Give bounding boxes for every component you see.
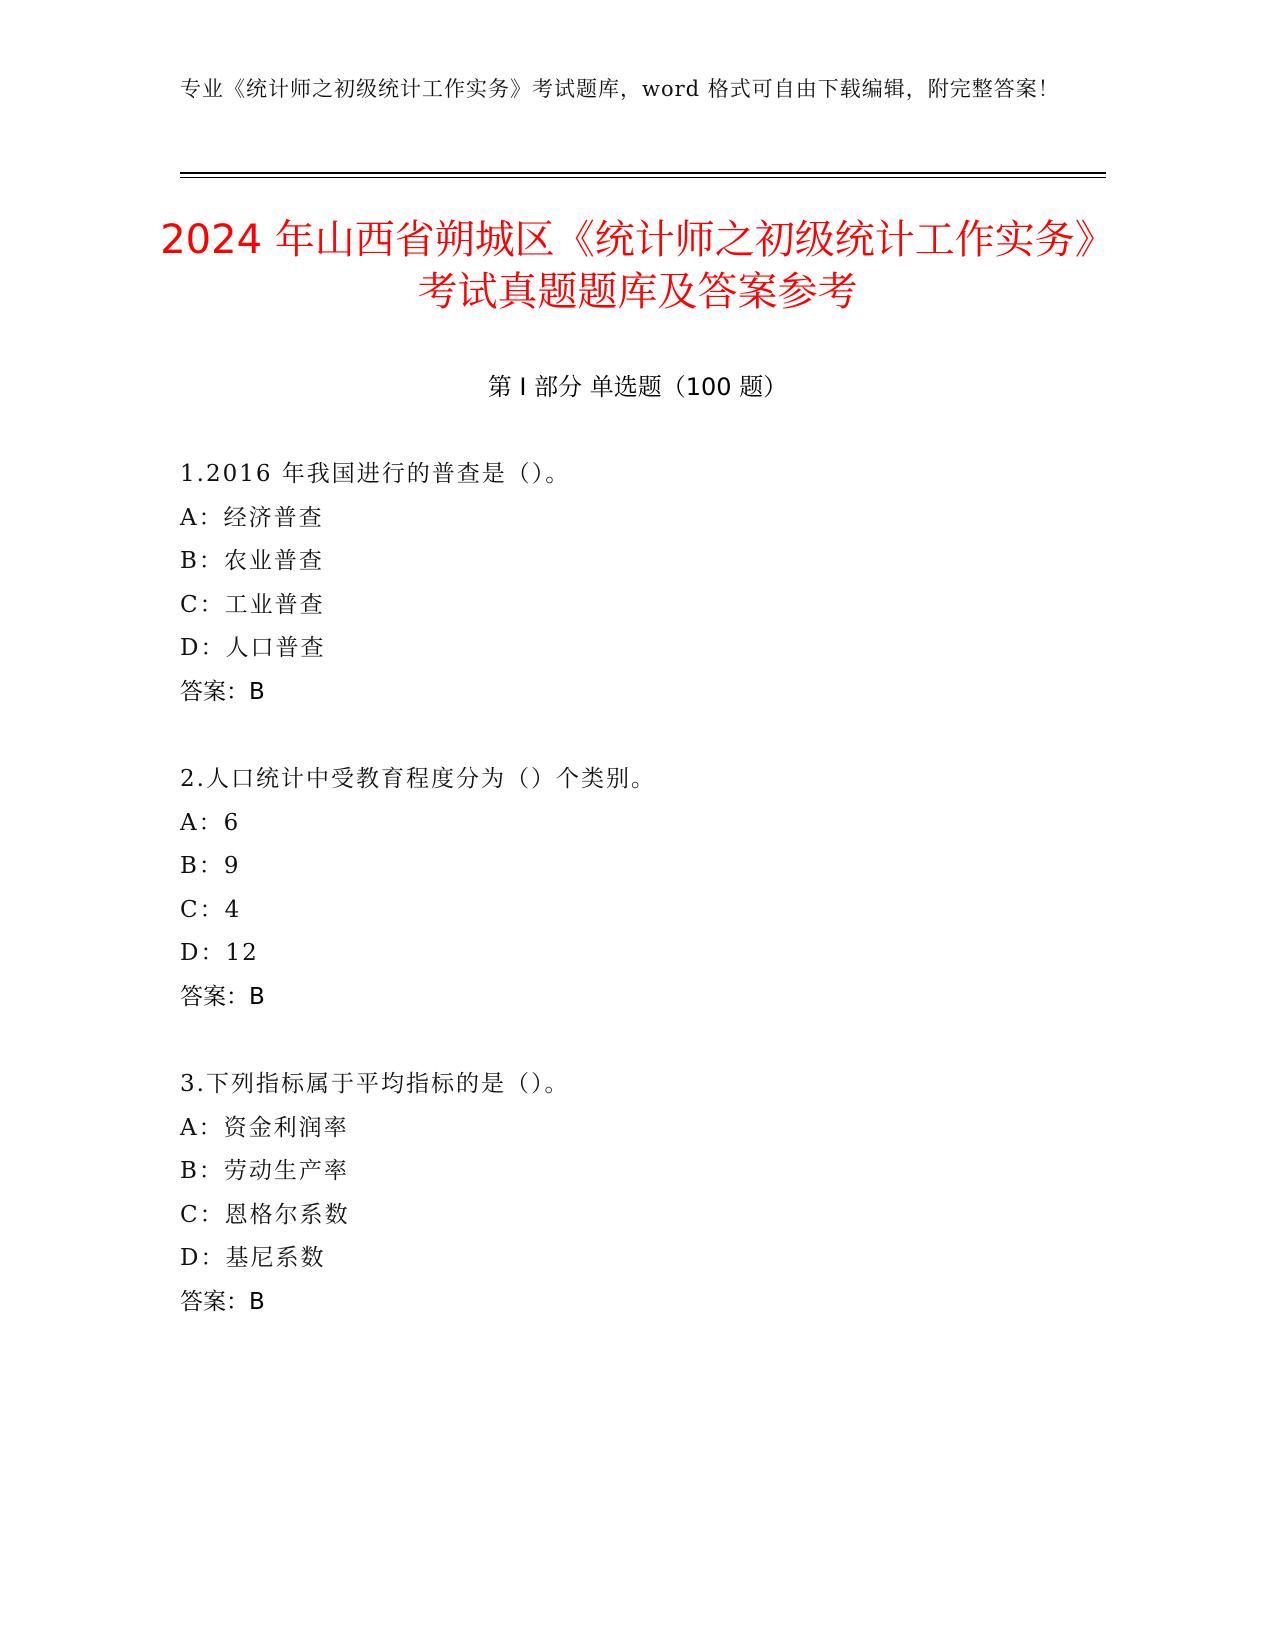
option-c: C：工业普查 (180, 591, 325, 618)
option-c: C：恩格尔系数 (180, 1201, 350, 1228)
option-d: D：人口普查 (180, 635, 326, 662)
question-stem: 1.2016 年我国进行的普查是（）。 (180, 461, 571, 487)
option-d: D：基尼系数 (180, 1245, 326, 1272)
header-divider-thick (180, 172, 1106, 174)
answer: 答案：B (180, 1288, 265, 1315)
document-title: 2024 年山西省朔城区《统计师之初级统计工作实务》考试真题题库及答案参考 (160, 217, 1115, 315)
option-d: D：12 (180, 940, 259, 967)
option-a: A：6 (180, 809, 241, 836)
answer: 答案：B (180, 678, 265, 705)
header-note: 专业《统计师之初级统计工作实务》考试题库，word 格式可自由下载编辑，附完整答案！ (180, 77, 1060, 101)
option-a: A：资金利润率 (180, 1114, 349, 1141)
answer: 答案：B (180, 983, 265, 1010)
question-3 (180, 1063, 1080, 1325)
option-b: B：劳动生产率 (180, 1158, 349, 1185)
question-2 (180, 758, 1080, 1020)
option-b: B：农业普查 (180, 548, 324, 575)
option-c: C：4 (180, 896, 242, 923)
option-b: B：9 (180, 853, 241, 880)
section-heading: 第 I 部分 单选题（100 题） (487, 373, 788, 401)
question-1 (180, 453, 1080, 715)
question-stem: 3.下列指标属于平均指标的是（）。 (180, 1071, 570, 1097)
option-a: A：经济普查 (180, 504, 324, 531)
question-stem: 2.人口统计中受教育程度分为（）个类别。 (180, 766, 656, 792)
header-divider-thin (180, 177, 1106, 178)
